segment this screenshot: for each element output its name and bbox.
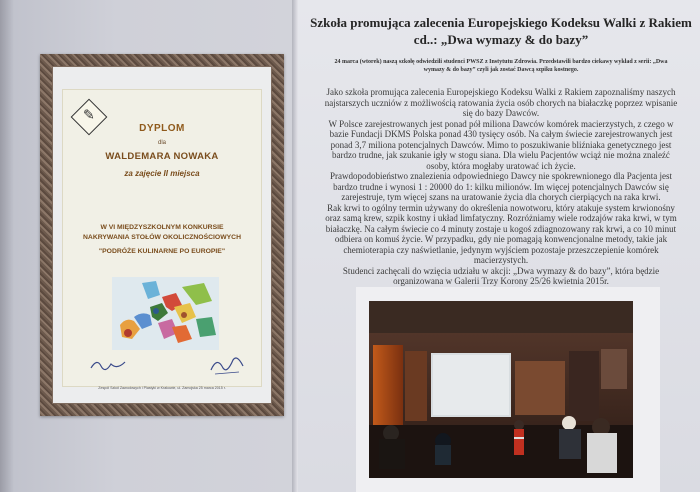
europe-map-image xyxy=(112,277,219,350)
diploma-for-word: dla xyxy=(157,140,166,146)
diploma-theme: "PODRÓŻE KULINARNE PO EUROPIE" xyxy=(98,248,226,255)
article-paragraph: Jako szkoła promująca zalecenia Europejskiego Kodeksu Walki z Rakiem zapoznaliśmy naszych najstarszych uczniów z możliwością ratowania życia osób chorych na białaczkę poprzez wpisanie się do bazy Dawców. xyxy=(324,87,678,118)
album-left-edge xyxy=(0,0,14,492)
diploma-mat xyxy=(52,66,272,404)
diploma-contest-line2: NAKRYWANIA STOŁÓW OKOLICZNOŚCIOWYCH xyxy=(83,234,241,241)
article-paragraph: Rak krwi to ogólny termin używany do określenia nowotworu, który atakuje system krwionośny oraz samą krew, szpik kostny i układ limfatyczny. Rozróżniamy wiele rodzajów raka krwi, w tym białaczkę. Na całym świecie co 4 minuty zostaje u kogoś zdiagnozowany rak krwi, a co 10 minut odbiera on komuś życie. W przypadku, gdy nie pomagają konwencjonalne metody, takie jak chemioterapia czy naświetlanie, jedynym wyjściem pozostaje przeszczepienie komórek macierzystych. xyxy=(325,202,677,265)
diploma-title: DYPLOM xyxy=(139,123,185,134)
signature-left xyxy=(89,356,129,374)
diploma-footer: Zespół Szkół Zawodowych i Plastyki w Krakowie, ul. Zamojska 25 marca 2015 r. xyxy=(98,386,226,390)
diploma-contest-line1: W VI MIĘDZYSZKOLNYM KONKURSIE xyxy=(100,224,224,231)
lecture-photo xyxy=(369,301,633,478)
diploma-emblem-glyph: ✎ xyxy=(83,107,95,124)
article-lead: 24 marca (wtorek) naszą szkołę odwiedzili studenci PWSZ z Instytutu Zdrowia. Przedstawili bardzo ciekawy wykład z serii: „Dwa wymazy & do bazy” czyli jak zostać Dawcą szpiku kostnego. xyxy=(334,59,668,73)
diploma-recipient: WALDEMARA NOWAKA xyxy=(105,151,219,162)
signature-right xyxy=(207,352,247,378)
article-paragraph: W Polsce zarejestrowanych jest ponad pół miliona Dawców komórek macierzystych, z czego w bazie Fundacji DKMS Polska ponad 430 tysięcy osób. Na całym świecie zarejestrowanych jest ponad 3,7 miliona potencjalnych Dawców. Mimo to poszukiwanie bliźniaka genetycznego jest bardzo trudne, jak szukanie igły w stogu siana. Dla wielu Pacjentów wciąż nie można znaleźć osoby, która mogłaby uratować ich życie. xyxy=(328,118,674,171)
diploma-frame xyxy=(40,54,284,416)
diploma-card xyxy=(62,89,262,390)
article-paragraph: Prawdopodobieństwo znalezienia odpowiedniego Dawcy nie spokrewnionego dla Pacjenta jest bardzo trudne i wynosi 1 : 20000 do 1: kilku milionów. Im więcej potencjalnych Dawców się zarejestruje, tym więcej szans na uratowanie życia dla chorych cierpiących na raka krwi. xyxy=(330,171,672,202)
article-paragraph: Studenci zachęcali do wzięcia udziału w akcji: „Dwa wymazy & do bazy”, która będzie organizowana w Galerii Trzy Korony 25/26 kwietnia 2015r. xyxy=(342,265,660,286)
article-body xyxy=(302,87,700,287)
lecture-photo-scene xyxy=(369,301,633,478)
article-title: Szkoła promująca zalecenia Europejskiego Kodeksu Walki z Rakiem cd..: „Dwa wymazy & do bazy” xyxy=(310,15,692,47)
article xyxy=(302,14,700,287)
europe-map-illustration xyxy=(112,277,219,350)
diploma-place: za zajęcie II miejsca xyxy=(124,169,200,178)
